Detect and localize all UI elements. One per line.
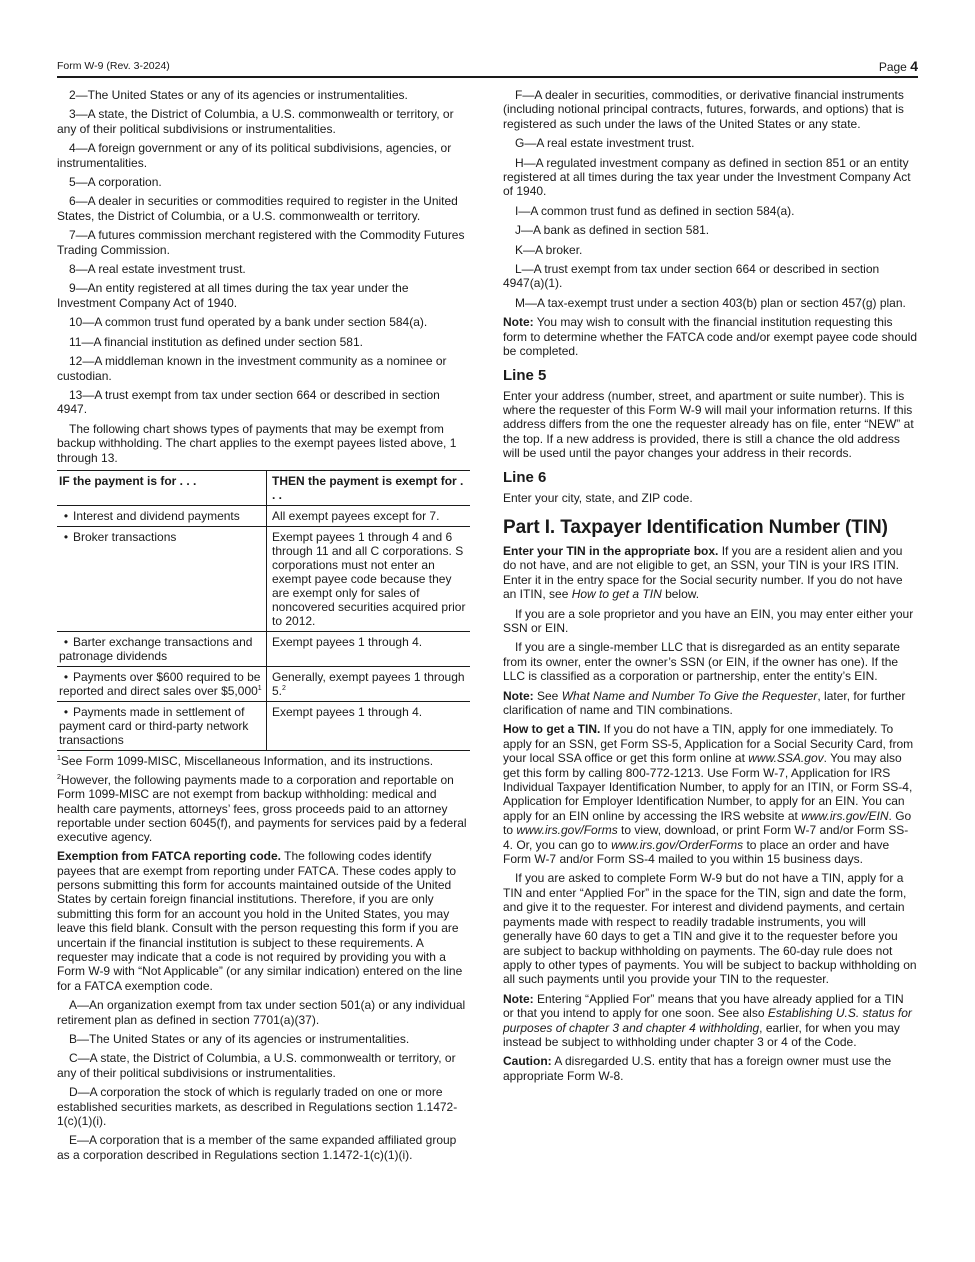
payee-code-9: 9—An entity registered at all times during the tax year under the Investment Company Act of 1940. xyxy=(57,281,409,310)
note-applied-for: Note: Entering “Applied For” means that you have already applied for a TIN or that you intend to apply for one soon. See also Establishing U.S. status for purposes of chapter 3 and chapter 4 withholding, earlier, for when you may instead be subject to withholding under chapter 3 or 4 of the Code. xyxy=(503,991,912,1049)
payee-code-13: 13—A trust exempt from tax under section 664 or described in section 4947. xyxy=(57,387,440,417)
fatca-code-c: C—A state, the District of Columbia, a U.S. commonwealth or territory, or any of their political subdivisions or instrumentalities. xyxy=(57,1051,456,1080)
left-column xyxy=(57,88,470,1167)
fatca-code-g: G—A real estate investment trust. xyxy=(515,136,695,151)
fatca-code-a: A—An organization exempt from tax under section 501(a) or any individual retirement plan as defined in section 7701(a)(37). xyxy=(57,998,466,1027)
line5-heading: Line 5 xyxy=(503,366,547,384)
payment-cell: • Interest and dividend payments xyxy=(57,505,267,526)
table-header-row xyxy=(57,470,470,505)
payee-code-10: 10—A common trust fund operated by a bank under section 584(a). xyxy=(69,315,428,330)
payee-code-12: 12—A middleman known in the investment community as a nominee or custodian. xyxy=(57,354,447,383)
payee-code-3: 3—A state, the District of Columbia, a U.S. commonwealth or territory, or any of their political subdivisions or instrumentalities. xyxy=(57,107,454,136)
payment-cell: • Broker transactions xyxy=(57,526,267,631)
payee-code-2: 2—The United States or any of its agencies or instrumentalities. xyxy=(69,88,408,102)
bullet-icon: • xyxy=(63,634,69,649)
fatca-code-h: H—A regulated investment company as defined in section 851 or an entity registered at all times during the tax year under the Investment Company Act of 1940. xyxy=(503,155,911,199)
fatca-code-m: M—A tax-exempt trust under a section 403(b) plan or section 457(g) plan. xyxy=(515,295,906,310)
table-row xyxy=(57,666,470,701)
footnote-2: $^2$However, the following payments made to a corporation and reportable on Form 1099-MISC are not exempt from backup withholding: medical and health care payments, attorneys’ fees, gross proceeds paid to an attorney reportable under section 6045(f), and payments for services paid by a federal executive agency. xyxy=(57,773,467,844)
payment-cell: • Payments made in settlement of payment card or third-party network transactions xyxy=(57,701,267,750)
enter-tin-paragraph: Enter your TIN in the appropriate box. If you are a resident alien and you do not have, and are not eligible to get, an SSN, your TIN is your IRS ITIN. Enter it in the entry space for the Social security number. If you do not have an ITIN, see How to get a TIN below. xyxy=(503,543,903,602)
payee-code-7: 7—A futures commission merchant registered with the Commodity Futures Trading Commission. xyxy=(57,228,465,257)
part1-heading: Part I. Taxpayer Identification Number (TIN) xyxy=(503,516,888,538)
page-header xyxy=(57,56,918,78)
applied-for-paragraph: If you are asked to complete Form W-9 but do not have a TIN, apply for a TIN and enter “Applied For” in the space for the TIN, sign and date the form, and give it to the requester. For interest and dividend payments, and certain payments made with respect to readily tradable instruments, you will generally have 60 days to get a TIN and give it to the requester before you are subject to backup withholding on payments. The 60-day rule does not apply to other types of payments. You will be subject to backup withholding on all such payments until you provide your TIN to the requester. xyxy=(503,871,917,987)
irs-orderforms-link[interactable]: www.irs.gov/OrderForms xyxy=(611,837,744,852)
bullet-icon: • xyxy=(63,529,69,544)
table-row xyxy=(57,526,470,631)
line6-text: Enter your city, state, and ZIP code. xyxy=(503,490,693,505)
fatca-exemption: Exemption from FATCA reporting code. The following codes identify payees that are exempt from reporting under FATCA. These codes apply to persons submitting this form for accounts maintained outside of the United States by certain foreign financial institutions. Therefore, if you are only submitting this form for an account you hold in the United States, you may leave this field blank. Consult with the person requesting this form if you are uncertain if the financial institution is subject to these requirements. A requester may indicate that a code is not required by providing you with a Form W-9 with “Not Applicable” (or any similar indication) entered on the line for a FATCA exemption code. xyxy=(57,849,463,993)
bullet-icon: • xyxy=(63,704,69,719)
payee-code-8: 8—A real estate investment trust. xyxy=(69,262,246,277)
footnote-ref: 1 xyxy=(257,684,262,692)
fatca-code-d: D—A corporation the stock of which is regularly traded on one or more established securities markets, as described in Regulations section 1.1472-1(c)(1)(i). xyxy=(57,1085,458,1129)
fatca-code-j: J—A bank as defined in section 581. xyxy=(515,223,710,238)
bullet-icon: • xyxy=(63,508,69,523)
line5-text: Enter your address (number, street, and apartment or suite number). This is where the requester of this Form W-9 will mail your information returns. If this address differs from the one the requester already has on file, enter “NEW” at the top. If a new address is provided, there is still a chance the old address will be used until the payor changes your address in their records. xyxy=(503,388,914,461)
note-name-number: Note: See What Name and Number To Give the Requester, later, for further clarification of name and TIN combinations. xyxy=(503,688,906,717)
exempt-payment-table xyxy=(57,470,470,751)
fatca-code-f: F—A dealer in securities, commodities, or derivative financial instruments (including notional principal contracts, futures, forwards, and options) that is registered as such under the laws of the United States or any state. xyxy=(503,88,904,131)
irs-ein-link[interactable]: www.irs.gov/EIN xyxy=(801,808,889,823)
payment-cell: • Barter exchange transactions and patronage dividends xyxy=(57,631,267,666)
payment-cell: • Payments over $600 required to be reported and direct sales over $5,000$^1$ xyxy=(57,666,267,701)
table-row xyxy=(57,701,470,750)
ssa-link[interactable]: www.SSA.gov xyxy=(748,751,824,766)
table-row xyxy=(57,631,470,666)
note-consult: Note: You may wish to consult with the financial institution requesting this form to determine whether the FATCA code and/or exempt payee code should be completed. xyxy=(503,315,918,359)
payee-code-4: 4—A foreign government or any of its political subdivisions, agencies, or instrumentalities. xyxy=(57,141,452,170)
chart-intro: The following chart shows types of payments that may be exempt from backup withholding. The chart applies to the exempt payees listed above, 1 through 13. xyxy=(57,421,457,465)
fatca-code-l: L—A trust exempt from tax under section 664 or described in section 4947(a)(1). xyxy=(503,262,880,291)
line6-heading: Line 6 xyxy=(503,468,547,486)
sole-proprietor-paragraph: If you are a sole proprietor and you have an EIN, you may enter either your SSN or EIN. xyxy=(503,606,914,635)
footnote-1: $^1$See Form 1099-MISC, Miscellaneous Information, and its instructions. xyxy=(57,753,434,768)
footnote-ref: 2 xyxy=(282,684,286,692)
fatca-code-e: E—A corporation that is a member of the same expanded affiliated group as a corporation described in Regulations section 1.1472-1(c)(1)(i). xyxy=(57,1133,457,1162)
page-label: Page 4 xyxy=(878,58,918,74)
irs-forms-link[interactable]: www.irs.gov/Forms xyxy=(516,823,618,838)
bullet-icon: • xyxy=(63,669,69,684)
form-id: Form W-9 (Rev. 3-2024) xyxy=(57,60,170,72)
fatca-code-b: B—The United States or any of its agencies or instrumentalities. xyxy=(69,1032,410,1047)
caution-paragraph: Caution: A disregarded U.S. entity that has a foreign owner must use the appropriate Form W-8. xyxy=(503,1054,892,1083)
exempt-cell: Exempt payees 1 through 4. xyxy=(267,631,471,666)
table-row xyxy=(57,505,470,526)
fatca-code-k: K—A broker. xyxy=(515,242,583,257)
table-header-exempt: THEN the payment is exempt for . . . xyxy=(267,470,471,505)
fatca-code-i: I—A common trust fund as defined in section 584(a). xyxy=(515,203,795,218)
table-header-payment: IF the payment is for . . . xyxy=(57,470,267,505)
right-column xyxy=(503,88,917,1088)
exempt-cell: All exempt payees except for 7. xyxy=(267,505,471,526)
how-to-get-tin-paragraph: How to get a TIN. If you do not have a TIN, apply for one immediately. To apply for an SSN, get Form SS-5, Application for a Social Security Card, from your local SSA office or get this form online at www.SSA.gov. You may also get this form by calling 800-772-1213. Use Form W-7, Application for IRS Individual Taxpayer Identification Number, to apply for an ITIN, or Form SS-4, Application for Employer Identification Number, to apply for an EIN. You can apply for an EIN online by accessing the IRS website at www.irs.gov/EIN. Go to www.irs.gov/Forms to view, download, or print Form W-7 and/or Form SS-4. Or, you can go to www.irs.gov/OrderForms to place an order and have Form W-7 and/or Form SS-4 mailed to you within 15 business days. xyxy=(503,722,914,867)
payee-code-5: 5—A corporation. xyxy=(69,175,162,190)
payee-code-11: 11—A financial institution as defined under section 581. xyxy=(69,334,363,349)
fatca-heading: Exemption from FATCA reporting code. xyxy=(57,849,282,864)
exempt-cell: Exempt payees 1 through 4 and 6 through 11 and all C corporations. S corporations must not enter an exempt payee code because they are exempt only for sales of noncovered securities acquired prior to 2012. xyxy=(267,526,471,631)
payee-code-6: 6—A dealer in securities or commodities required to register in the United States, the District of Columbia, or a U.S. commonwealth or territory. xyxy=(57,194,458,223)
exempt-cell: Generally, exempt payees 1 through 5.$^2$ xyxy=(267,666,471,701)
llc-paragraph: If you are a single-member LLC that is disregarded as an entity separate from its owner, enter the owner’s SSN (or EIN, if the owner has one). If the LLC is classified as a corporation or partnership, enter the entity’s EIN. xyxy=(503,640,900,684)
page-number: 4 xyxy=(910,58,918,74)
exempt-cell: Exempt payees 1 through 4. xyxy=(267,701,471,750)
